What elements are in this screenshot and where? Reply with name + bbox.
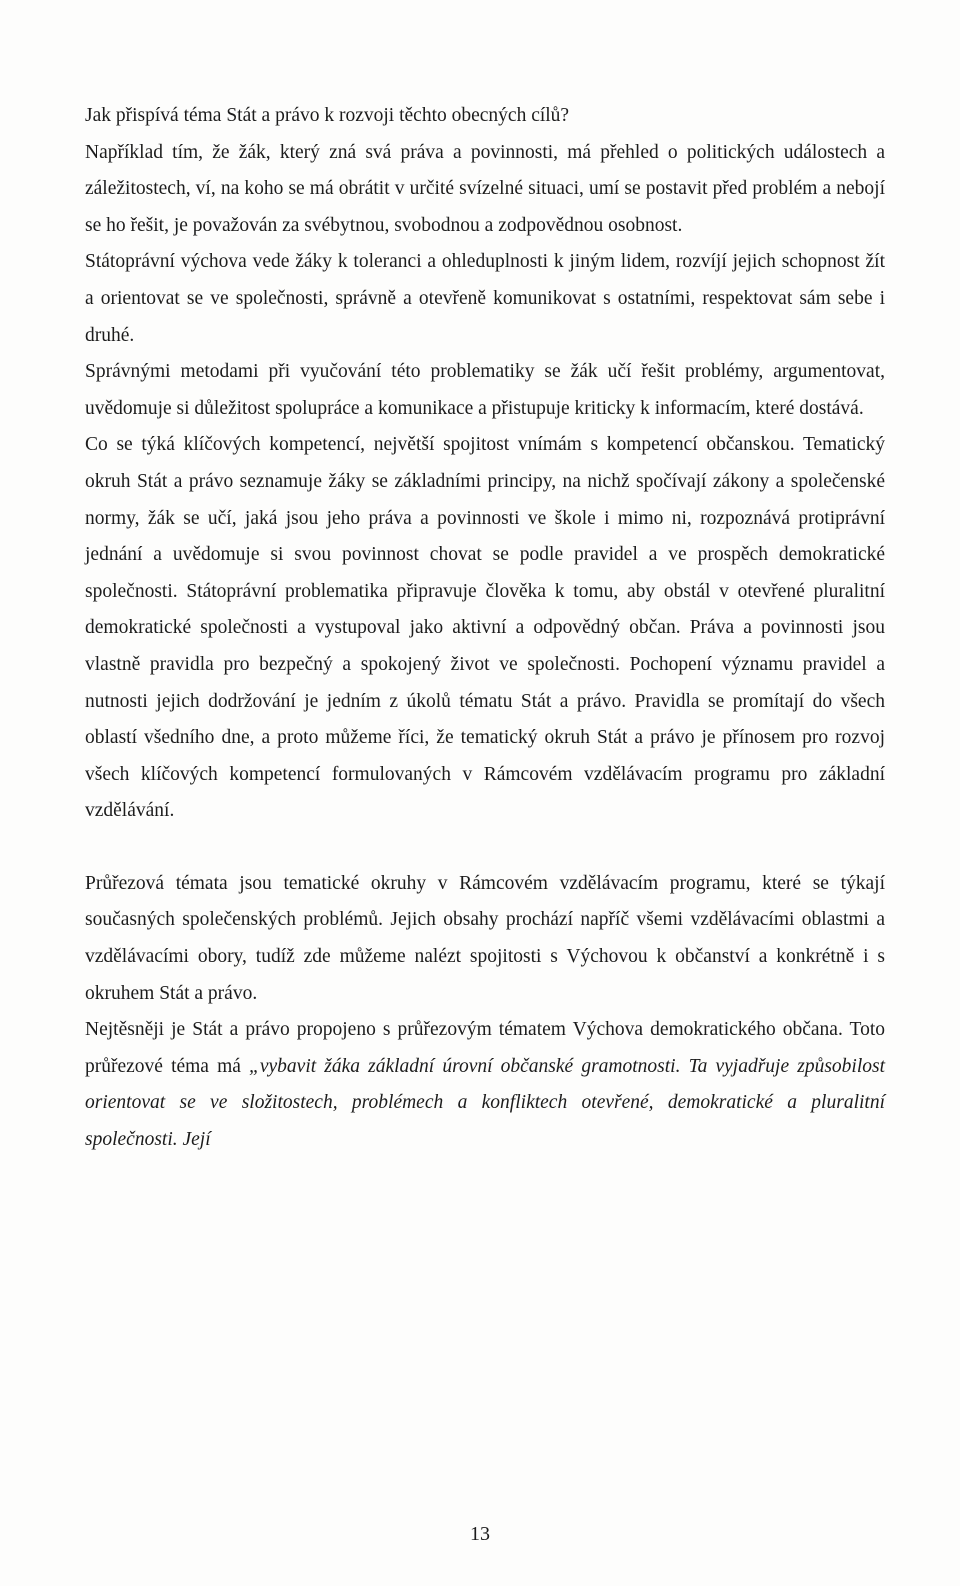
paragraph-question: Jak přispívá téma Stát a právo k rozvoji těchto obecných cílů? bbox=[85, 105, 570, 126]
body-text bbox=[85, 98, 885, 1159]
democratic-citizen-text: Nejtěsněji je Stát a právo propojeno s průřezovým tématem Výchova demokratického občana. Toto průřezové téma má bbox=[85, 1019, 885, 1077]
paragraph-state-law-education: Státoprávní výchova vede žáky k toleranci a ohleduplnosti k jiným lidem, rozvíjí jejich schopnost žít a orientovat se ve společnosti, správně a otevřeně komunikovat s ostatními, respektovat sám sebe i druhé. bbox=[85, 251, 885, 346]
paragraph-key-competences: Co se týká klíčových kompetencí, největší spojitost vnímám s kompetencí občanskou. Tematický okruh Stát a právo seznamuje žáky se základními principy, na nichž spočívají zákony a společenské normy, žák se učí, jaká jsou jeho práva a povinnosti ve škole i mimo ni, rozpoznává protiprávní jednání a uvědomuje si svou povinnost chovat se podle pravidel a ve prospěch demokratické společnosti. Státoprávní problematika připravuje člověka k tomu, aby obstál v otevřené pluralitní demokratické společnosti a vystupoval jako aktivní a odpovědný občan. Práva a povinnosti jsou vlastně pravidla pro bezpečný a spokojený život ve společnosti. Pochopení významu pravidel a nutnosti jejich dodržování je jedním z úkolů tématu Stát a právo. Pravidla se promítají do všech oblastí všedního dne, a proto můžeme říci, že tematický okruh Stát a právo je přínosem pro rozvoj všech klíčových kompetencí formulovaných v Rámcovém vzdělávacím programu pro základní vzdělávání. bbox=[85, 434, 885, 822]
paragraph-cross-curricular: Průřezová témata jsou tematické okruhy v Rámcovém vzdělávacím programu, které se týkají současných společenských problémů. Jejich obsahy prochází napříč všemi vzdělávacími oblastmi a vzdělávacími obory, tudíž zde můžeme nalézt spojitosti s Výchovou k občanství a konkrétně i s okruhem Stát a právo. bbox=[85, 872, 885, 1004]
paragraph-democratic-citizen bbox=[85, 1012, 885, 1158]
paragraph-example: Například tím, že žák, který zná svá práva a povinnosti, má přehled o politických událostech a záležitostech, ví, na koho se má obrátit v určité svízelné situaci, umí se postavit před problém a nebojí se ho řešit, je považován za svébytnou, svobodnou a zodpovědnou osobnost. bbox=[85, 141, 885, 236]
paragraph-teaching-methods: Správnými metodami při vyučování této problematiky se žák učí řešit problémy, argumentovat, uvědomuje si důležitost spolupráce a komunikace a přistupuje kriticky k informacím, které dostává. bbox=[85, 361, 885, 419]
page-number: 13 bbox=[470, 1523, 490, 1545]
democratic-citizen-quote: „vybavit žáka základní úrovní občanské gramotnosti. Ta vyjadřuje způsobilost orientovat se ve složitostech, problémech a konfliktech otevřené, demokratické a pluralitní společnosti. Její bbox=[85, 1055, 886, 1151]
